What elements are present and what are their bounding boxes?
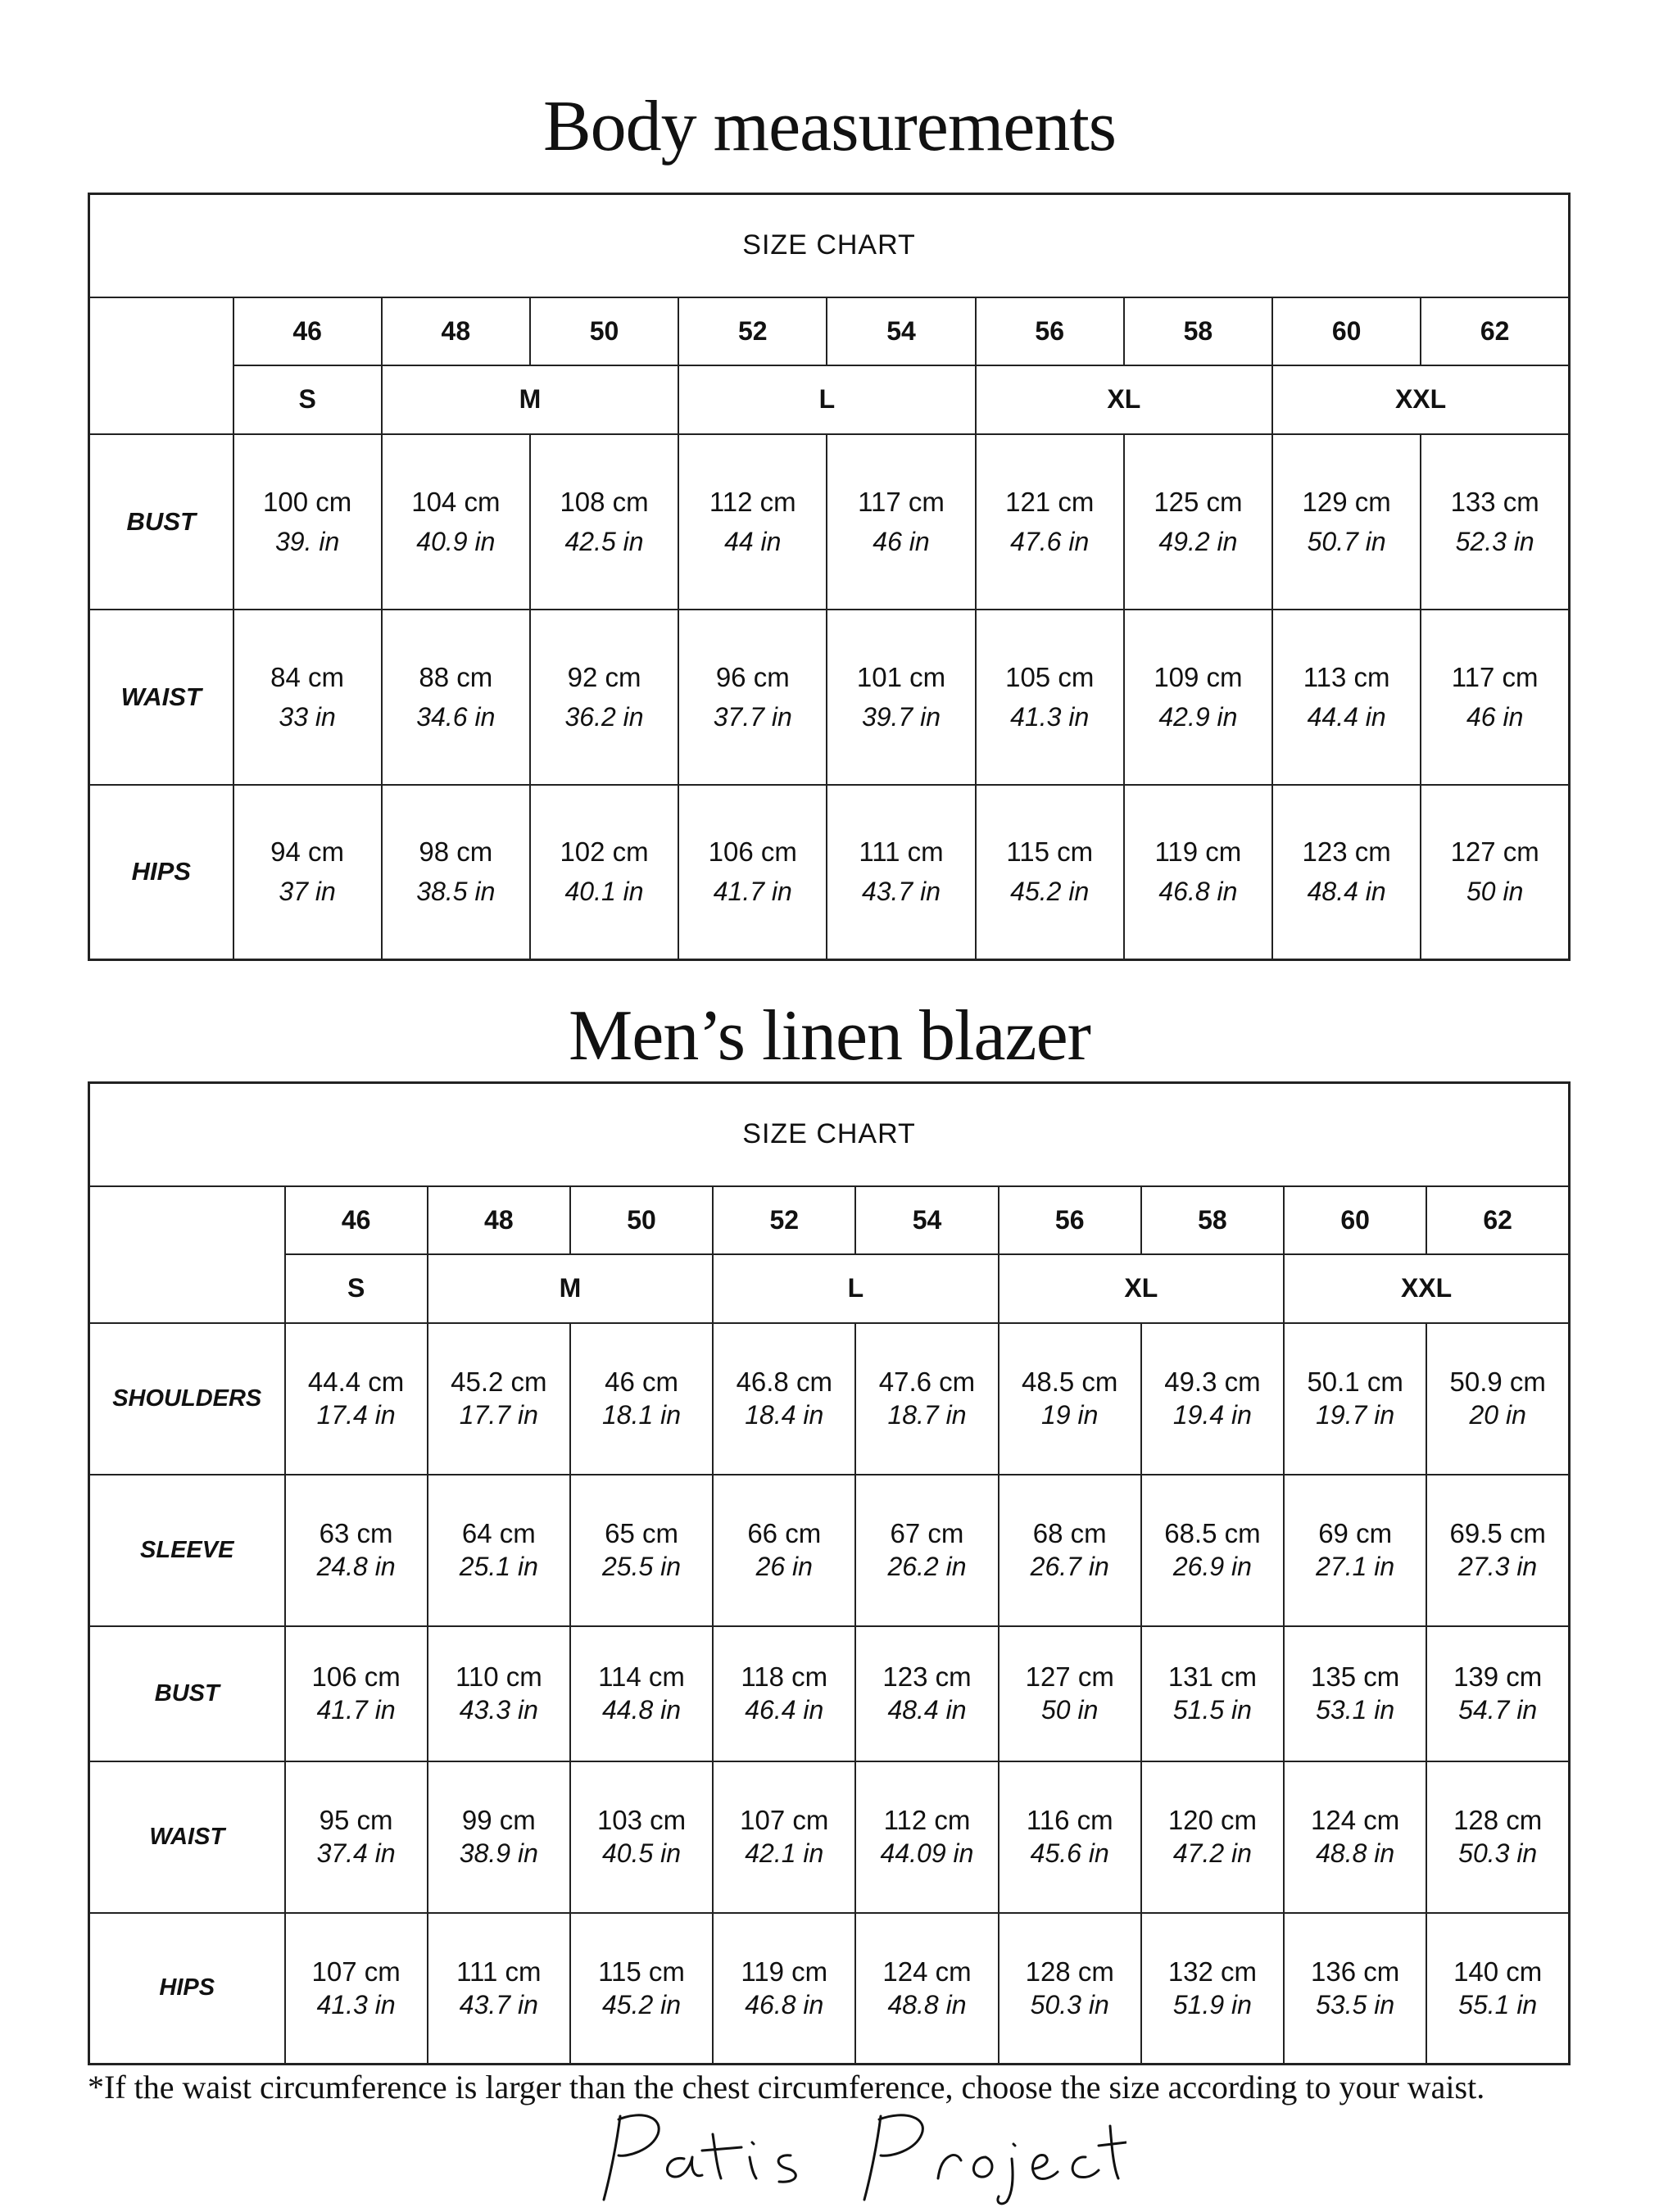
size-chart-caption: SIZE CHART — [89, 1083, 1570, 1186]
measurement-cell — [1124, 785, 1272, 960]
inch-value: 50.3 in — [1030, 1989, 1109, 2019]
inch-value: 50 in — [1466, 877, 1524, 907]
cm-value: 45.2 cm — [451, 1367, 547, 1397]
inch-value: 43.7 in — [861, 877, 941, 907]
measurement-cell — [999, 1323, 1141, 1475]
letter-size-header: XL — [976, 365, 1272, 434]
inch-value: 27.3 in — [1458, 1552, 1538, 1581]
inch-value: 46 in — [1466, 701, 1524, 732]
inch-value: 44 in — [724, 526, 782, 556]
measurement-cell — [713, 1913, 855, 2065]
cm-value: 99 cm — [461, 1805, 536, 1835]
numeric-size-header: 50 — [570, 1186, 713, 1254]
measurement-cell — [976, 785, 1124, 960]
cm-value: 117 cm — [1451, 661, 1539, 692]
cm-value: 112 cm — [883, 1805, 971, 1835]
inch-value: 19.4 in — [1172, 1400, 1252, 1430]
cm-value: 118 cm — [741, 1661, 828, 1692]
measurement-cell — [999, 1913, 1141, 2065]
measurement-cell — [855, 1475, 998, 1626]
measurement-cell — [1272, 434, 1421, 610]
cm-value: 98 cm — [419, 836, 493, 868]
inch-value: 48.4 in — [887, 1695, 967, 1725]
cm-value: 68 cm — [1032, 1518, 1107, 1548]
cm-value: 65 cm — [605, 1518, 678, 1548]
inch-value: 48.4 in — [1307, 877, 1386, 907]
row-label: BUST — [89, 1626, 285, 1761]
inch-value: 39. in — [274, 526, 340, 556]
numeric-size-header: 56 — [976, 297, 1124, 365]
cm-value: 48.5 cm — [1022, 1367, 1118, 1397]
measurement-cell — [976, 610, 1124, 785]
inch-value: 44.09 in — [880, 1838, 974, 1868]
measurement-cell — [382, 610, 530, 785]
cm-value: 88 cm — [419, 661, 493, 692]
measurement-cell — [855, 1761, 998, 1913]
measurement-cell — [233, 610, 382, 785]
cm-value: 107 cm — [740, 1805, 829, 1835]
table-row — [89, 785, 1570, 960]
row-label: HIPS — [89, 785, 233, 960]
inch-value: 38.5 in — [416, 877, 496, 907]
inch-value: 51.9 in — [1172, 1989, 1252, 2019]
cm-value: 102 cm — [560, 836, 649, 868]
measurement-cell — [382, 434, 530, 610]
table-row — [89, 1913, 1570, 2065]
table-row — [89, 434, 1570, 610]
inch-value: 36.2 in — [564, 701, 644, 732]
size-chart-caption: SIZE CHART — [89, 194, 1570, 297]
numeric-size-header: 46 — [233, 297, 382, 365]
inch-value: 41.3 in — [1010, 701, 1090, 732]
cm-value: 127 cm — [1450, 836, 1539, 868]
measurement-cell — [1284, 1761, 1426, 1913]
inch-value: 26.7 in — [1030, 1552, 1109, 1581]
measurement-cell — [382, 785, 530, 960]
measurement-cell — [1124, 434, 1272, 610]
cm-value: 112 cm — [709, 486, 796, 517]
numeric-size-header: 54 — [855, 1186, 998, 1254]
measurement-cell — [1426, 1323, 1569, 1475]
cm-value: 140 cm — [1453, 1956, 1543, 1987]
measurement-cell — [855, 1323, 998, 1475]
measurement-cell — [1141, 1761, 1284, 1913]
inch-value: 44.4 in — [1307, 701, 1386, 732]
table-row — [89, 1761, 1570, 1913]
letter-size-header: L — [713, 1254, 998, 1323]
corner-cell — [89, 297, 233, 434]
measurement-cell — [428, 1475, 570, 1626]
cm-value: 107 cm — [311, 1956, 401, 1987]
cm-value: 50.1 cm — [1307, 1367, 1403, 1397]
inch-value: 26 in — [755, 1552, 813, 1581]
cm-value: 101 cm — [856, 661, 946, 692]
measurement-cell — [428, 1913, 570, 2065]
cm-value: 119 cm — [741, 1956, 828, 1987]
measurement-cell — [678, 785, 827, 960]
measurement-cell — [285, 1626, 428, 1761]
inch-value: 49.2 in — [1158, 526, 1238, 556]
measurement-cell — [999, 1761, 1141, 1913]
inch-value: 42.1 in — [745, 1838, 824, 1868]
inch-value: 47.6 in — [1010, 526, 1090, 556]
measurement-cell — [1141, 1475, 1284, 1626]
inch-value: 34.6 in — [416, 701, 496, 732]
cm-value: 136 cm — [1311, 1956, 1400, 1987]
row-label: WAIST — [89, 1761, 285, 1913]
cm-value: 46 cm — [605, 1367, 678, 1397]
numeric-size-header: 52 — [713, 1186, 855, 1254]
inch-value: 52.3 in — [1455, 526, 1534, 556]
numeric-size-header: 50 — [530, 297, 678, 365]
footnote: *If the waist circumference is larger than the chest circumference, choose the size according to your waist. — [88, 2069, 1485, 2105]
inch-value: 43.7 in — [459, 1989, 538, 2019]
inch-value: 25.5 in — [602, 1552, 682, 1581]
measurement-cell — [1284, 1913, 1426, 2065]
numeric-size-header: 54 — [827, 297, 975, 365]
cm-value: 50.9 cm — [1449, 1367, 1546, 1397]
cm-value: 66 cm — [747, 1518, 822, 1548]
cm-value: 124 cm — [882, 1956, 972, 1987]
inch-value: 24.8 in — [316, 1552, 396, 1581]
measurement-cell — [827, 434, 975, 610]
body-measurements-table — [88, 193, 1571, 961]
inch-value: 40.9 in — [416, 526, 496, 556]
cm-value: 111 cm — [456, 1956, 542, 1987]
inch-value: 20 in — [1469, 1400, 1526, 1430]
letter-size-header: M — [428, 1254, 713, 1323]
inch-value: 26.9 in — [1172, 1552, 1252, 1581]
measurement-cell — [530, 610, 678, 785]
inch-value: 42.5 in — [564, 526, 644, 556]
cm-value: 103 cm — [596, 1805, 687, 1835]
inch-value: 44.8 in — [602, 1695, 682, 1725]
cm-value: 116 cm — [1026, 1805, 1113, 1835]
inch-value: 26.2 in — [887, 1552, 967, 1581]
measurement-cell — [570, 1761, 713, 1913]
cm-value: 128 cm — [1453, 1805, 1543, 1835]
cm-value: 109 cm — [1154, 661, 1243, 692]
measurement-cell — [678, 610, 827, 785]
cm-value: 100 cm — [263, 486, 352, 517]
measurement-cell — [1426, 1626, 1569, 1761]
table-row — [89, 1323, 1570, 1475]
inch-value: 46 in — [873, 526, 930, 556]
inch-value: 48.8 in — [1316, 1838, 1395, 1868]
inch-value: 55.1 in — [1458, 1989, 1538, 2019]
measurement-cell — [570, 1323, 713, 1475]
cm-value: 123 cm — [882, 1661, 972, 1692]
measurement-cell — [1141, 1323, 1284, 1475]
measurement-cell — [428, 1323, 570, 1475]
measurement-cell — [285, 1913, 428, 2065]
inch-value: 43.3 in — [459, 1695, 538, 1725]
cm-value: 117 cm — [858, 486, 945, 517]
cm-value: 120 cm — [1167, 1805, 1258, 1835]
inch-value: 41.7 in — [713, 877, 792, 907]
table-row — [89, 610, 1570, 785]
measurement-cell — [530, 785, 678, 960]
cm-value: 104 cm — [411, 486, 501, 517]
measurement-cell — [1426, 1761, 1569, 1913]
measurement-cell — [1426, 1913, 1569, 2065]
numeric-size-header: 60 — [1284, 1186, 1426, 1254]
inch-value: 45.2 in — [602, 1989, 682, 2019]
signature-logo — [586, 2110, 1126, 2208]
measurement-cell — [428, 1761, 570, 1913]
inch-value: 48.8 in — [887, 1989, 967, 2019]
cm-value: 129 cm — [1302, 486, 1391, 517]
measurement-cell — [999, 1626, 1141, 1761]
measurement-cell — [1284, 1626, 1426, 1761]
cm-value: 68.5 cm — [1164, 1518, 1261, 1548]
cm-value: 47.6 cm — [878, 1367, 976, 1397]
measurement-cell — [233, 434, 382, 610]
numeric-size-header: 48 — [428, 1186, 570, 1254]
measurement-cell — [827, 610, 975, 785]
measurement-cell — [976, 434, 1124, 610]
inch-value: 40.5 in — [602, 1838, 682, 1868]
letter-size-header: L — [678, 365, 975, 434]
inch-value: 50 in — [1041, 1695, 1099, 1725]
numeric-size-header: 46 — [285, 1186, 428, 1254]
corner-cell — [89, 1186, 285, 1323]
measurement-cell — [285, 1475, 428, 1626]
inch-value: 50.3 in — [1458, 1838, 1538, 1868]
numeric-size-header: 62 — [1426, 1186, 1569, 1254]
measurement-cell — [1421, 434, 1569, 610]
inch-value: 40.1 in — [564, 877, 644, 907]
letter-size-header: XXL — [1284, 1254, 1570, 1323]
table-row — [89, 1626, 1570, 1761]
inch-value: 17.7 in — [459, 1400, 538, 1430]
cm-value: 121 cm — [1005, 486, 1095, 517]
cm-value: 139 cm — [1453, 1661, 1543, 1692]
inch-value: 33 in — [279, 701, 336, 732]
numeric-size-header: 58 — [1124, 297, 1272, 365]
measurement-cell — [570, 1626, 713, 1761]
measurement-cell — [1272, 610, 1421, 785]
cm-value: 44.4 cm — [307, 1367, 405, 1397]
measurement-cell — [713, 1761, 855, 1913]
inch-value: 53.5 in — [1316, 1989, 1395, 2019]
measurement-cell — [285, 1761, 428, 1913]
cm-value: 111 cm — [859, 836, 944, 868]
measurement-cell — [713, 1626, 855, 1761]
cm-value: 106 cm — [311, 1661, 401, 1692]
inch-value: 18.1 in — [602, 1400, 682, 1430]
cm-value: 123 cm — [1302, 836, 1391, 868]
inch-value: 46.8 in — [1158, 877, 1238, 907]
inch-value: 46.4 in — [745, 1695, 824, 1725]
measurement-cell — [570, 1475, 713, 1626]
measurement-cell — [530, 434, 678, 610]
inch-value: 51.5 in — [1172, 1695, 1252, 1725]
cm-value: 135 cm — [1311, 1661, 1400, 1692]
inch-value: 42.9 in — [1158, 701, 1238, 732]
cm-value: 46.8 cm — [736, 1367, 832, 1397]
inch-value: 27.1 in — [1316, 1552, 1395, 1581]
inch-value: 46.8 in — [745, 1989, 824, 2019]
measurement-cell — [678, 434, 827, 610]
numeric-size-header: 58 — [1141, 1186, 1284, 1254]
cm-value: 96 cm — [715, 661, 790, 692]
cm-value: 115 cm — [598, 1956, 685, 1987]
cm-value: 108 cm — [560, 486, 649, 517]
inch-value: 39.7 in — [861, 701, 941, 732]
cm-value: 113 cm — [1303, 661, 1390, 692]
inch-value: 45.2 in — [1010, 877, 1090, 907]
measurement-cell — [1272, 785, 1421, 960]
mens-linen-blazer-table — [88, 1081, 1571, 2065]
cm-value: 69 cm — [1318, 1518, 1393, 1548]
inch-value: 47.2 in — [1172, 1838, 1252, 1868]
measurement-cell — [1141, 1913, 1284, 2065]
cm-value: 127 cm — [1025, 1661, 1114, 1692]
cm-value: 124 cm — [1311, 1805, 1400, 1835]
measurement-cell — [713, 1323, 855, 1475]
row-label: HIPS — [89, 1913, 285, 2065]
measurement-cell — [855, 1626, 998, 1761]
cm-value: 119 cm — [1154, 836, 1242, 868]
measurement-cell — [570, 1913, 713, 2065]
cm-value: 132 cm — [1167, 1956, 1258, 1987]
measurement-cell — [999, 1475, 1141, 1626]
inch-value: 19 in — [1041, 1400, 1099, 1430]
cm-value: 125 cm — [1154, 486, 1243, 517]
letter-size-header: M — [382, 365, 678, 434]
row-label: SHOULDERS — [89, 1323, 285, 1475]
numeric-size-header: 48 — [382, 297, 530, 365]
numeric-size-header: 56 — [999, 1186, 1141, 1254]
row-label: SLEEVE — [89, 1475, 285, 1626]
cm-value: 84 cm — [270, 661, 345, 692]
inch-value: 38.9 in — [459, 1838, 538, 1868]
measurement-cell — [1284, 1323, 1426, 1475]
cm-value: 64 cm — [461, 1518, 536, 1548]
cm-value: 114 cm — [598, 1661, 685, 1692]
cm-value: 106 cm — [708, 836, 797, 868]
letter-size-header: XXL — [1272, 365, 1570, 434]
measurement-cell — [1284, 1475, 1426, 1626]
inch-value: 19.7 in — [1316, 1400, 1395, 1430]
measurement-cell — [1124, 610, 1272, 785]
cm-value: 105 cm — [1005, 661, 1095, 692]
cm-value: 92 cm — [567, 661, 641, 692]
measurement-cell — [713, 1475, 855, 1626]
numeric-size-header: 62 — [1421, 297, 1569, 365]
inch-value: 53.1 in — [1316, 1695, 1395, 1725]
measurement-cell — [285, 1323, 428, 1475]
measurement-cell — [1421, 785, 1569, 960]
cm-value: 131 cm — [1167, 1661, 1258, 1692]
inch-value: 18.4 in — [745, 1400, 824, 1430]
inch-value: 45.6 in — [1030, 1838, 1109, 1868]
inch-value: 18.7 in — [887, 1400, 967, 1430]
letter-size-header: XL — [999, 1254, 1284, 1323]
cm-value: 67 cm — [890, 1518, 964, 1548]
letter-size-header: S — [233, 365, 382, 434]
inch-value: 17.4 in — [316, 1400, 396, 1430]
measurement-cell — [1421, 610, 1569, 785]
numeric-size-header: 52 — [678, 297, 827, 365]
cm-value: 133 cm — [1450, 486, 1539, 517]
measurement-cell — [855, 1913, 998, 2065]
measurement-cell — [827, 785, 975, 960]
cm-value: 94 cm — [270, 836, 345, 868]
inch-value: 41.3 in — [316, 1989, 396, 2019]
inch-value: 41.7 in — [316, 1695, 396, 1725]
inch-value: 37.7 in — [713, 701, 792, 732]
measurement-cell — [1141, 1626, 1284, 1761]
inch-value: 50.7 in — [1307, 526, 1386, 556]
cm-value: 115 cm — [1006, 836, 1094, 868]
cm-value: 49.3 cm — [1164, 1367, 1261, 1397]
cm-value: 63 cm — [319, 1518, 393, 1548]
inch-value: 54.7 in — [1458, 1695, 1538, 1725]
measurement-cell — [1426, 1475, 1569, 1626]
letter-size-header: S — [285, 1254, 428, 1323]
inch-value: 37.4 in — [316, 1838, 396, 1868]
table-row — [89, 1475, 1570, 1626]
measurement-cell — [428, 1626, 570, 1761]
measurement-cell — [233, 785, 382, 960]
row-label: BUST — [89, 434, 233, 610]
body-measurements-title: Body measurements — [542, 87, 1117, 166]
inch-value: 25.1 in — [459, 1552, 538, 1581]
cm-value: 128 cm — [1025, 1956, 1114, 1987]
cm-value: 110 cm — [455, 1661, 542, 1692]
mens-linen-blazer-title: Men’s linen blazer — [569, 996, 1090, 1076]
numeric-size-header: 60 — [1272, 297, 1421, 365]
cm-value: 95 cm — [319, 1805, 393, 1835]
row-label: WAIST — [89, 610, 233, 785]
cm-value: 69.5 cm — [1449, 1518, 1546, 1548]
inch-value: 37 in — [279, 877, 336, 907]
